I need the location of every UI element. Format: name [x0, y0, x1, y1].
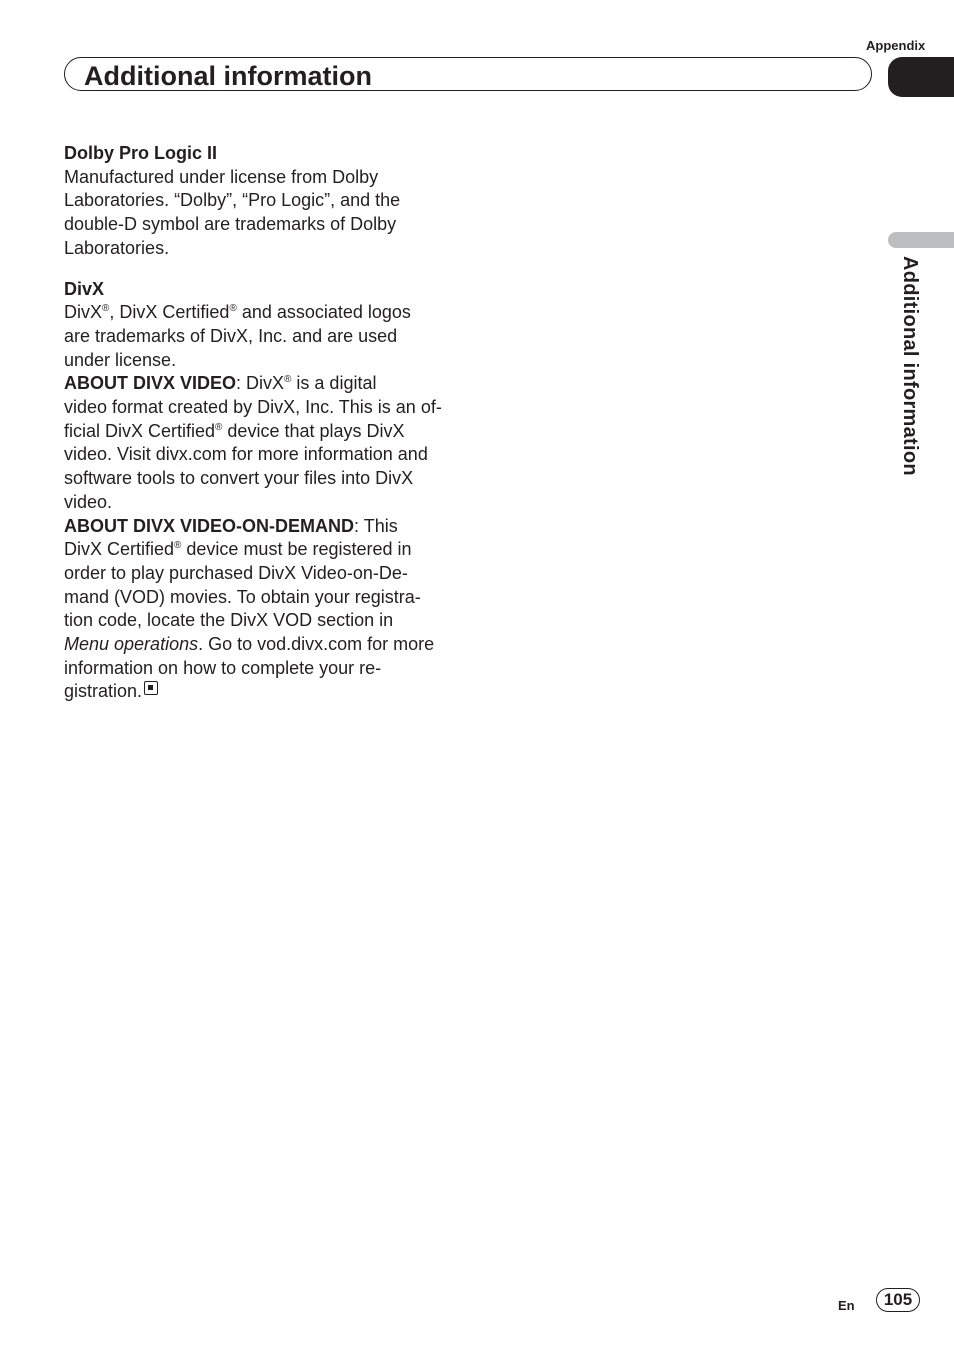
text-run: : DivX: [236, 373, 285, 394]
text-run: device must be registered in: [181, 539, 412, 560]
side-section-label: Additional information: [899, 256, 921, 476]
dolby-line: double-D symbol are trademarks of Dolby: [64, 214, 397, 235]
about-divx-vod-lead: ABOUT DIVX VIDEO-ON-DEMAND: [64, 515, 355, 536]
text-run: . Go to vod.divx.com for more: [198, 634, 435, 655]
text-run: gistration.: [64, 681, 143, 702]
end-of-section-icon: [144, 681, 158, 695]
dolby-line: Laboratories.: [64, 237, 170, 258]
menu-operations-reference: Menu operations: [64, 634, 199, 655]
dolby-paragraph: [64, 166, 456, 261]
text-run: software tools to convert your files into DivX: [64, 468, 414, 489]
registered-mark: ®: [215, 421, 223, 433]
language-code: En: [838, 1298, 855, 1313]
text-run: information on how to complete your re-: [64, 657, 382, 678]
text-run: ficial DivX Certified: [64, 420, 216, 441]
text-run: is a digital: [291, 373, 377, 394]
divx-heading: DivX: [64, 278, 105, 299]
about-divx-vod-paragraph: [64, 515, 456, 705]
text-run: video format created by DivX, Inc. This is an of-: [64, 397, 442, 418]
dolby-line: Laboratories. “Dolby”, “Pro Logic”, and the: [64, 190, 401, 211]
page-number: 105: [876, 1288, 920, 1312]
text-run: device that plays DivX: [222, 420, 405, 441]
text-run: tion code, locate the DivX VOD section in: [64, 610, 394, 631]
registered-mark: ®: [229, 303, 237, 315]
registered-mark: ®: [174, 540, 182, 552]
dolby-line: Manufactured under license from Dolby: [64, 166, 379, 187]
text-run: video. Visit divx.com for more information and: [64, 444, 428, 465]
text-run: , DivX Certified: [109, 302, 230, 323]
main-content: [64, 142, 456, 704]
section-tab-marker: [888, 57, 954, 97]
text-run: DivX Certified: [64, 539, 175, 560]
side-tab-marker: [888, 232, 954, 248]
text-run: mand (VOD) movies. To obtain your registra-: [64, 586, 421, 607]
appendix-label: Appendix: [866, 38, 926, 53]
dolby-heading: Dolby Pro Logic II: [64, 143, 218, 163]
text-run: under license.: [64, 349, 177, 370]
text-run: DivX: [64, 302, 103, 323]
registered-mark: ®: [284, 374, 292, 386]
text-run: are trademarks of DivX, Inc. and are used: [64, 325, 398, 346]
text-run: and associated logos: [236, 302, 411, 323]
registered-mark: ®: [102, 303, 110, 315]
text-run: order to play purchased DivX Video-on-De-: [64, 562, 408, 583]
page-title: Additional information: [84, 61, 372, 91]
about-divx-video-lead: ABOUT DIVX VIDEO: [64, 373, 237, 394]
text-run: : This: [354, 515, 398, 536]
text-run: video.: [64, 491, 113, 512]
divx-trademark-paragraph: [64, 301, 456, 372]
about-divx-video-paragraph: [64, 372, 456, 514]
